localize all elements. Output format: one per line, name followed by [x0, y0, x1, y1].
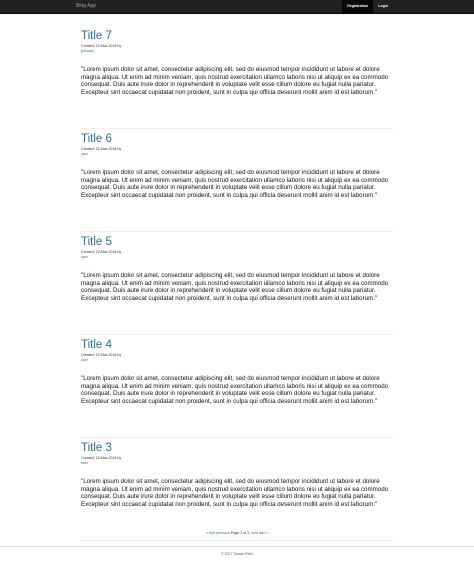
post-created: Created: 22-Mar-2018 by [81, 44, 122, 48]
post-title-link[interactable]: Title 6 [81, 133, 112, 145]
post-item [81, 335, 393, 438]
post-body: "Lorem ipsum dolor sit amet, consectetur adipiscing elit, sed do eiusmod tempor incididunt ut labore et dolore magna aliqua. Ut enim ad minim veniam, quis nostrud exercitation ullamco laboris nisi ut aliquip ex ea commodo consequat. Duis aute irure dolor in reprehenderit in voluptate velit esse cillum dolore eu fugiat nulla pariatur. Excepteur sint occaecat cupidatat non proident, sunt in culpa qui officia deserunt mollit anim id est laborum." [81, 478, 389, 508]
navbar [0, 0, 474, 14]
footer-divider [0, 546, 474, 547]
post-list [81, 26, 393, 541]
post-created: Created: 22-Mar-2018 by [81, 147, 122, 151]
post-created: Created: 22-Mar-2018 by [81, 353, 122, 357]
brand-link[interactable]: Blog App [76, 3, 97, 9]
post-title-link[interactable]: Title 5 [81, 236, 112, 248]
post-item [81, 129, 393, 232]
pagination-first-previous-link[interactable]: « first previous [206, 531, 230, 535]
post-title-link[interactable]: Title 3 [81, 442, 112, 454]
pagination [0, 531, 474, 536]
post-body: "Lorem ipsum dolor sit amet, consectetur adipiscing elit, sed do eiusmod tempor incididunt ut labore et dolore magna aliqua. Ut enim ad minim veniam, quis nostrud exercitation ullamco laboris nisi ut aliquip ex ea commodo consequat. Duis aute irure dolor in reprehenderit in voluptate velit esse cillum dolore eu fugiat nulla pariatur. Excepteur sint occaecat cupidatat non proident, sunt in culpa qui officia deserunt mollit anim id est laborum." [81, 375, 389, 405]
post-title-link[interactable]: Title 4 [81, 339, 112, 351]
post-created: Created: 22-Mar-2018 by [81, 456, 122, 460]
pagination-next-last-link[interactable]: next last » [251, 531, 268, 535]
post-item [81, 26, 393, 129]
post-body: "Lorem ipsum dolor sit amet, consectetur adipiscing elit, sed do eiusmod tempor incididunt ut labore et dolore magna aliqua. Ut enim ad minim veniam, quis nostrud exercitation ullamco laboris nisi ut aliquip ex ea commodo consequat. Duis aute irure dolor in reprehenderit in voluptate velit esse cillum dolore eu fugiat nulla pariatur. Excepteur sint occaecat cupidatat non proident, sunt in culpa qui officia deserunt mollit anim id est laborum." [81, 272, 389, 302]
navbar-right [342, 0, 393, 13]
post-title-link[interactable]: Title 7 [81, 30, 112, 42]
post-author-link[interactable]: user [81, 151, 88, 156]
post-item [81, 232, 393, 335]
nav-login-link[interactable]: Login [378, 4, 388, 8]
post-author-link[interactable]: user [81, 357, 88, 362]
post-created: Created: 22-Mar-2018 by [81, 250, 122, 254]
post-author-link[interactable]: user [81, 460, 88, 465]
footer-copyright: © 2017 Dušan Petić [220, 552, 253, 556]
post-item [81, 438, 393, 541]
post-author-link[interactable]: user [81, 254, 88, 259]
nav-registration-link[interactable]: Registration [342, 0, 373, 13]
post-body: "Lorem ipsum dolor sit amet, consectetur adipiscing elit, sed do eiusmod tempor incididunt ut labore et dolore magna aliqua. Ut enim ad minim veniam, quis nostrud exercitation ullamco laboris nisi ut aliquip ex ea commodo consequat. Duis aute irure dolor in reprehenderit in voluptate velit esse cillum dolore eu fugiat nulla pariatur. Excepteur sint occaecat cupidatat non proident, sunt in culpa qui officia deserunt mollit anim id est laborum." [81, 169, 389, 199]
pagination-page-info: Page 2 of 3. [230, 531, 251, 535]
post-body: "Lorem ipsum dolor sit amet, consectetur adipiscing elit, sed do eiusmod tempor incididunt ut labore et dolore magna aliqua. Ut enim ad minim veniam, quis nostrud exercitation ullamco laboris nisi ut aliquip ex ea commodo consequat. Duis aute irure dolor in reprehenderit in voluptate velit esse cillum dolore eu fugiat nulla pariatur. Excepteur sint occaecat cupidatat non proident, sunt in culpa qui officia deserunt mollit anim id est laborum." [81, 66, 389, 96]
post-author-link[interactable]: johndoe [81, 48, 94, 53]
